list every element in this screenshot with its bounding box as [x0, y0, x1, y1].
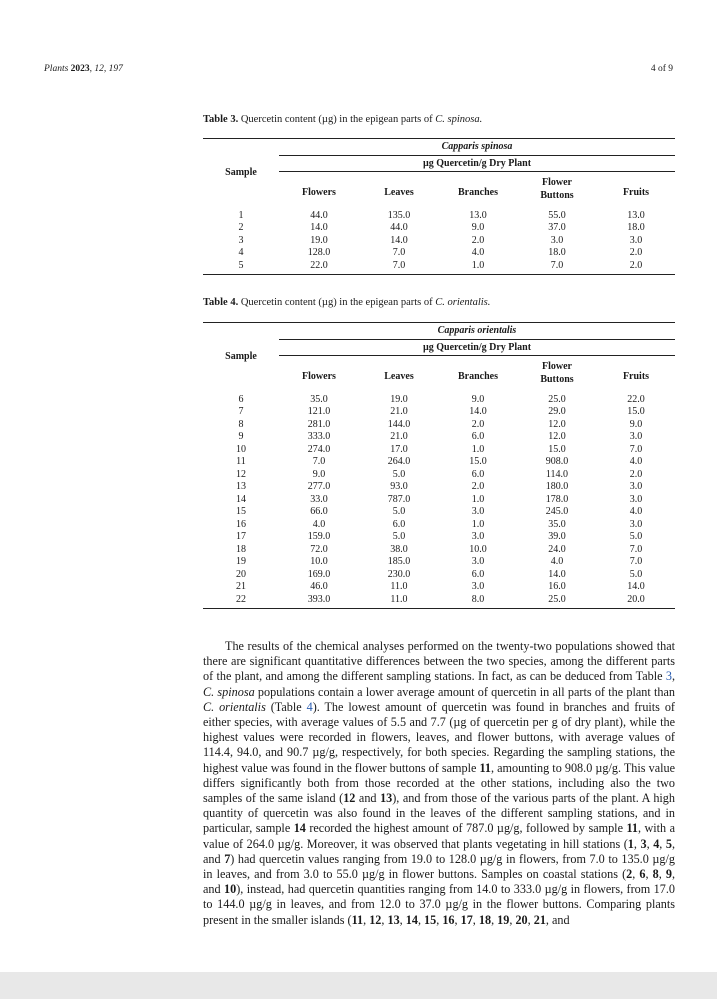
table3-row	[203, 247, 675, 260]
table4-value-cell: 5.0	[392, 506, 406, 517]
table4-sample-cell: 6	[238, 393, 244, 405]
table3-value-cell: 4.0	[471, 247, 485, 258]
table3-col-branches: Branches	[458, 186, 498, 198]
table3-row	[203, 204, 675, 223]
table4-value-cell: 12.0	[548, 418, 566, 430]
table4-value-cell: 3.0	[629, 493, 643, 505]
table3-sample-cell: 3	[238, 234, 244, 246]
table3-value-cell: 2.0	[629, 247, 643, 258]
table4-value-cell: 16.0	[548, 581, 566, 592]
table3-col-flowers: Flowers	[302, 186, 336, 198]
table4-sample-cell: 7	[238, 406, 244, 417]
table3-row	[203, 222, 675, 235]
table4-value-cell: 114.0	[545, 468, 569, 480]
table4-value-cell: 38.0	[390, 543, 408, 555]
table3-value-cell: 128.0	[307, 247, 331, 258]
table4-value-cell: 33.0	[310, 493, 328, 505]
page-gap	[0, 972, 717, 999]
table4-value-cell: 7.0	[629, 556, 643, 567]
table4-value-cell: 1.0	[471, 493, 485, 505]
table4-value-cell: 39.0	[548, 531, 566, 542]
table3-value-cell: 18.0	[627, 222, 645, 233]
table4-sample-cell: 13	[236, 481, 246, 492]
table4-value-cell: 169.0	[307, 568, 331, 580]
table4-row	[203, 556, 675, 569]
table4-value-cell: 185.0	[387, 556, 411, 567]
table4-value-cell: 245.0	[545, 506, 569, 517]
journal-volume: 12	[94, 64, 104, 74]
table4-caption-species: C. orientalis.	[435, 297, 491, 308]
table4-value-cell: 11.0	[390, 581, 408, 592]
table4-value-cell: 15.0	[469, 456, 487, 467]
page-number: 4 of 9	[650, 64, 673, 74]
table4-sample-cell: 16	[236, 518, 246, 530]
results-paragraph-text: The results of the chemical analyses performed on the twenty-two populations showed that there are significant quantitative differences between the two species, among the different parts of the plant, and among the different sampling stations. In fact, as can be deduced from Table 3, C. spinosa populations contain a lower average amount of quercetin in all parts of the plant than C. orientalis (Table 4). The lowest amount of quercetin was found in branches and fruits of either species, with average values of 5.5 and 7.7 (µg of quercetin per g of dry plant), while the highest values were recorded in flowers, leaves, and flower buttons, with average values of 114.4, 94.0, and 90.7 µg/g, respectively, for both species. Regarding the sampling stations, the highest value was found in the flower buttons of sample 11, amounting to 908.0 µg/g. This value differs significantly both from those recorded at the other stations, including also the two samples of the same island (12 and 13), and from those of the various parts of the plant. A high quantity of quercetin was also found in the leaves of the different sampling stations, and in particular, sample 14 recorded the highest amount of 787.0 µg/g, followed by sample 11, with a value of 264.0 µg/g. Moreover, it was observed that plants vegetating in hill stations (1, 3, 4, 5, and 7) had quercetin values ranging from 19.0 to 128.0 µg/g in flowers, from 7.0 to 135.0 µg/g in leaves, and from 3.0 to 55.0 µg/g in flower buttons. Samples on coastal stations (2, 6, 8, 9, and 10), instead, had quercetin quantities ranging from 14.0 to 333.0 µg/g in flowers, from 17.0 to 144.0 µg/g in leaves, and from 12.0 to 37.0 µg/g in the flower buttons. Comparing plants present in the smaller islands (11, 12, 13, 14, 15, 16, 17, 18, 19, 20, 21, and	[203, 639, 676, 927]
table4-value-cell: 35.0	[310, 393, 328, 405]
table4-value-cell: 21.0	[390, 406, 408, 417]
table3-value-cell: 13.0	[469, 209, 487, 221]
table4-row	[203, 531, 675, 544]
table4-row	[203, 456, 675, 469]
table4-caption-text: Quercetin content (µg) in the epigean parts of	[240, 297, 433, 308]
table4-value-cell: 4.0	[629, 506, 643, 517]
journal-year: 2023	[70, 64, 90, 74]
table3-value-cell: 19.0	[310, 234, 328, 246]
table4-value-cell: 4.0	[629, 456, 643, 467]
table3-value-cell: 44.0	[390, 222, 408, 233]
table3-value-cell: 7.0	[392, 259, 406, 271]
table4-value-cell: 10.0	[469, 543, 487, 555]
table4-label: Table 4.	[203, 297, 239, 308]
table4-value-cell: 159.0	[307, 531, 331, 542]
table4-sample-cell: 18	[236, 543, 246, 555]
table3-col-flower-buttons: Flower Buttons	[540, 177, 574, 201]
table4-unit-header: µg Quercetin/g Dry Plant	[422, 341, 532, 353]
table3-unit-header: µg Quercetin/g Dry Plant	[422, 157, 532, 169]
table3-value-cell: 9.0	[471, 222, 485, 233]
running-header-citation: Plants 2023, 12, 197	[44, 64, 123, 74]
table4-value-cell: 281.0	[307, 418, 331, 430]
table3-col-fruits: Fruits	[622, 186, 650, 198]
table3-value-cell: 37.0	[548, 222, 566, 233]
table4-value-cell: 9.0	[312, 468, 326, 480]
table4-row	[203, 481, 675, 494]
table4-row	[203, 419, 675, 432]
table4-row	[203, 519, 675, 532]
table4-species-header: Capparis orientalis	[437, 325, 517, 336]
journal-name: Plants	[44, 64, 69, 74]
results-paragraph	[203, 639, 675, 928]
table4-value-cell: 4.0	[312, 518, 326, 530]
table4-sample-cell: 15	[236, 506, 246, 517]
table4-value-cell: 121.0	[307, 406, 331, 417]
table4-caption	[203, 297, 490, 308]
table3-caption	[203, 114, 482, 125]
table4-value-cell: 2.0	[471, 418, 485, 430]
table4-col-flowers: Flowers	[302, 370, 336, 382]
table3-value-cell: 3.0	[550, 234, 564, 246]
table4-value-cell: 264.0	[387, 456, 411, 467]
table4-value-cell: 5.0	[392, 531, 406, 542]
table4-row	[203, 406, 675, 419]
table4-value-cell: 3.0	[629, 431, 643, 442]
table3-value-cell: 3.0	[629, 234, 643, 246]
table4-value-cell: 93.0	[390, 481, 408, 492]
table4-value-cell: 24.0	[548, 543, 566, 555]
table4-value-cell: 277.0	[307, 481, 331, 492]
table3-value-cell: 14.0	[310, 222, 328, 233]
table4-value-cell: 29.0	[548, 406, 566, 417]
table3-value-cell: 13.0	[627, 209, 645, 221]
table3-sample-cell: 5	[238, 259, 244, 271]
table4-value-cell: 20.0	[627, 593, 645, 605]
table4-row	[203, 431, 675, 444]
table4-value-cell: 908.0	[545, 456, 569, 467]
table4-value-cell: 21.0	[390, 431, 408, 442]
table3-sample-cell: 1	[238, 209, 244, 221]
table3-value-cell: 44.0	[310, 209, 328, 221]
table3-sample-cell: 2	[238, 222, 244, 233]
table4-value-cell: 2.0	[629, 468, 643, 480]
table4-value-cell: 4.0	[550, 556, 564, 567]
table3-value-cell: 7.0	[550, 259, 564, 271]
table4-value-cell: 6.0	[471, 431, 485, 442]
table4-value-cell: 15.0	[627, 406, 645, 417]
table4-row	[203, 544, 675, 557]
table4-value-cell: 6.0	[471, 468, 485, 480]
table4-value-cell: 25.0	[548, 393, 566, 405]
table4-row	[203, 444, 675, 457]
table4-value-cell: 17.0	[390, 443, 408, 455]
table4-row	[203, 581, 675, 594]
table4-sample-cell: 21	[236, 581, 246, 592]
table4-value-cell: 11.0	[390, 593, 408, 605]
table4-sample-cell: 10	[236, 443, 246, 455]
table4-value-cell: 35.0	[548, 518, 566, 530]
table4-value-cell: 178.0	[545, 493, 569, 505]
table3-label: Table 3.	[203, 114, 239, 125]
table4-value-cell: 787.0	[387, 493, 411, 505]
table4-value-cell: 230.0	[387, 568, 411, 580]
table4-value-cell: 3.0	[471, 531, 485, 542]
table3-value-cell: 2.0	[471, 234, 485, 246]
table4-value-cell: 3.0	[471, 506, 485, 517]
table3-value-cell: 18.0	[548, 247, 566, 258]
table4-value-cell: 3.0	[629, 518, 643, 530]
table4-row	[203, 569, 675, 582]
table4-value-cell: 12.0	[548, 431, 566, 442]
table4-value-cell: 274.0	[307, 443, 331, 455]
table3-value-cell: 2.0	[629, 259, 643, 271]
article-number: 197	[108, 64, 123, 74]
table3-col-sample: Sample	[225, 167, 257, 178]
table4-value-cell: 1.0	[471, 443, 485, 455]
table4-sample-cell: 19	[236, 556, 246, 567]
table4-row	[203, 469, 675, 482]
table3-value-cell: 7.0	[392, 247, 406, 258]
table4-value-cell: 6.0	[392, 518, 406, 530]
table4-sample-cell: 17	[236, 531, 246, 542]
table3-caption-species: C. spinosa.	[435, 114, 483, 125]
table4-value-cell: 393.0	[307, 593, 331, 605]
table4-value-cell: 7.0	[312, 456, 326, 467]
table4-sample-cell: 11	[236, 456, 246, 467]
table4-value-cell: 5.0	[629, 531, 643, 542]
table4-col-flower-buttons: Flower Buttons	[540, 361, 574, 385]
table4-value-cell: 14.0	[469, 406, 487, 417]
table4-value-cell: 14.0	[627, 581, 645, 592]
table4-value-cell: 8.0	[471, 593, 485, 605]
table4-col-branches: Branches	[458, 370, 498, 382]
table4-sample-cell: 14	[236, 493, 246, 505]
table3-row	[203, 235, 675, 248]
table3-value-cell: 55.0	[548, 209, 566, 221]
table4-value-cell: 9.0	[629, 418, 643, 430]
table4-value-cell: 7.0	[629, 443, 643, 455]
table4-value-cell: 3.0	[471, 581, 485, 592]
table4-value-cell: 46.0	[310, 581, 328, 592]
table4-value-cell: 19.0	[390, 393, 408, 405]
table4-value-cell: 6.0	[471, 568, 485, 580]
table4-col-fruits: Fruits	[622, 370, 650, 382]
table4-value-cell: 2.0	[471, 481, 485, 492]
table4-col-leaves: Leaves	[384, 370, 414, 382]
table4-row	[203, 388, 675, 407]
table4-sample-cell: 20	[236, 568, 246, 580]
table4-sample-cell: 12	[236, 468, 246, 480]
table3-sample-cell: 4	[238, 247, 244, 258]
table4-value-cell: 5.0	[629, 568, 643, 580]
table4-value-cell: 7.0	[629, 543, 643, 555]
table4-value-cell: 14.0	[548, 568, 566, 580]
table4-value-cell: 72.0	[310, 543, 328, 555]
table4-row	[203, 594, 675, 609]
table4-row	[203, 494, 675, 507]
table4-value-cell: 1.0	[471, 518, 485, 530]
table3	[203, 138, 675, 275]
table4-sample-cell: 22	[236, 593, 246, 605]
table4-sample-cell: 8	[238, 418, 244, 430]
table4-value-cell: 10.0	[310, 556, 328, 567]
table4-value-cell: 144.0	[387, 418, 411, 430]
table4-value-cell: 25.0	[548, 593, 566, 605]
table4-sample-cell: 9	[238, 431, 244, 442]
table4-value-cell: 9.0	[471, 393, 485, 405]
table3-value-cell: 135.0	[387, 209, 411, 221]
table4-value-cell: 15.0	[548, 443, 566, 455]
table4-value-cell: 180.0	[545, 481, 569, 492]
table4-value-cell: 22.0	[627, 393, 645, 405]
table3-row	[203, 260, 675, 275]
table4	[203, 322, 675, 609]
table4-value-cell: 5.0	[392, 468, 406, 480]
table3-value-cell: 1.0	[471, 259, 485, 271]
table3-col-leaves: Leaves	[384, 186, 414, 198]
table4-value-cell: 333.0	[307, 431, 331, 442]
table3-caption-text: Quercetin content (µg) in the epigean parts of	[240, 114, 433, 125]
table3-value-cell: 14.0	[390, 234, 408, 246]
table3-value-cell: 22.0	[310, 259, 328, 271]
table4-value-cell: 66.0	[310, 506, 328, 517]
table3-species-header: Capparis spinosa	[441, 141, 513, 152]
table4-col-sample: Sample	[225, 351, 257, 362]
table4-value-cell: 3.0	[629, 481, 643, 492]
table4-row	[203, 506, 675, 519]
table4-value-cell: 3.0	[471, 556, 485, 567]
